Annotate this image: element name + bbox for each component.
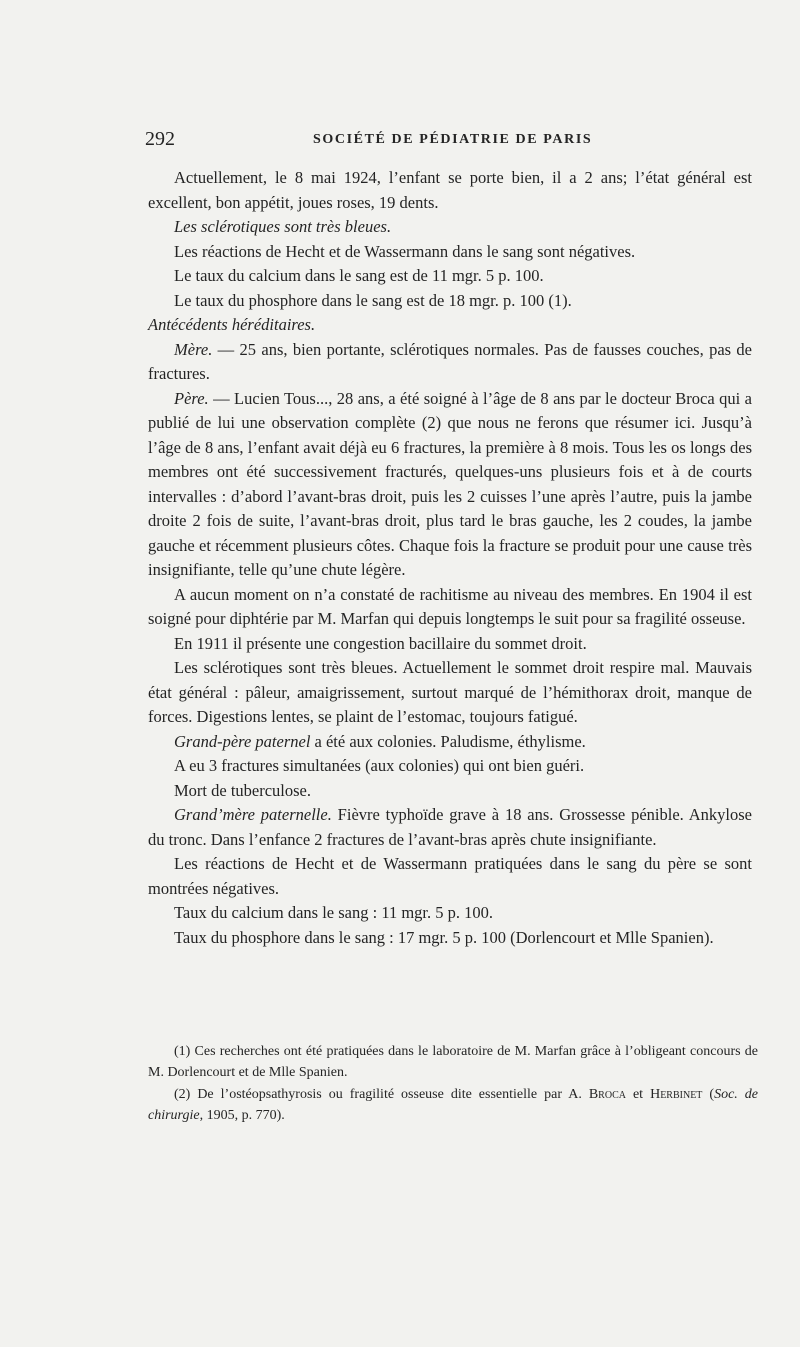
paragraph — [148, 338, 752, 387]
paragraph: A aucun moment on n’a constaté de rachitisme au niveau des membres. En 1904 il est soigné pour diphtérie par M. Marfan qui depuis longtemps le suit pour sa fragilité osseuse. — [148, 584, 752, 628]
footnote-text: ( — [702, 1087, 715, 1102]
author-name: Herbinet — [650, 1087, 703, 1102]
footnote-text: , 1905, p. 770). — [199, 1107, 285, 1123]
paragraph-label: Grand’mère paternelle. — [174, 805, 332, 824]
paragraph: A eu 3 fractures simultanées (aux colonies) qui ont bien guéri. — [174, 756, 585, 775]
paragraph: En 1911 il présente une congestion bacillaire du sommet droit. — [174, 633, 587, 653]
author-name: Broca — [588, 1087, 626, 1102]
paragraph: Taux du phosphore dans le sang : 17 mgr. 5 p. 100 (Dorlencourt et Mlle Spanien). — [174, 927, 714, 947]
page-header — [145, 128, 755, 152]
paragraph: Taux du calcium dans le sang : 11 mgr. 5 p. 100. — [174, 903, 494, 922]
paragraph — [148, 803, 752, 852]
paragraph-text: a été aux colonies. Paludisme, éthylisme. — [310, 731, 586, 751]
paragraph — [148, 730, 752, 755]
paragraph — [148, 387, 752, 583]
paragraph: Les sclérotiques sont très bleues. — [174, 217, 392, 236]
paragraph: Actuellement, le 8 mai 1924, l’enfant se porte bien, il a 2 ans; l’état général est excellent, bon appétit, joues roses, 19 dents. — [148, 168, 752, 212]
footnote-text: (2) De l’ostéopsathyrosis ou fragilité osseuse dite essentielle par A. — [174, 1087, 582, 1102]
page-number: 292 — [145, 128, 175, 150]
paragraph: Les réactions de Hecht et de Wassermann dans le sang sont négatives. — [174, 241, 636, 261]
paragraph-label: Grand-père paternel — [174, 731, 311, 751]
paragraph-text: — Lucien Tous..., 28 ans, a été soigné à l’âge de 8 ans par le docteur Broca qui a publié de lui une observation complète (2) que nous ne ferons que résumer ici. Jusqu’à l’âge de 8 ans, l’enfant avait déjà eu 6 fractures, la première à 8 mois. Tous les os longs des membres ont été successivement fracturés, quelques-uns plusieurs fois et à de courts intervalles : d’abord l’avant-bras droit, puis les 2 cuisses l’une après l’autre, puis la jambe droite 2 fois de suite, l’avant-bras droit, plus tard le bras gauche, les 2 coudes, la jambe gauche et récemment plusieurs côtes. Chaque fois la fracture se produit pour une cause très insignifiante, telle qu’une chute légère. — [148, 388, 752, 579]
paragraph: Le taux du phosphore dans le sang est de 18 mgr. p. 100 (1). — [174, 290, 572, 310]
paragraph-label: Mère. — [174, 339, 213, 359]
footnote-1: (1) Ces recherches ont été pratiquées dans le laboratoire de M. Marfan grâce à l’obligeant concours de M. Dorlencourt et de Mlle Spanien. — [148, 1044, 758, 1080]
paragraph-label: Père. — [174, 388, 209, 408]
paragraph-text: Fièvre typhoïde grave à 18 ans. Grossesse pénible. Ankylose du tronc. Dans l’enfance 2 fractures de l’avant-bras après chute insignifiante. — [148, 805, 752, 849]
paragraph: Mort de tuberculose. — [174, 780, 312, 800]
section-heading: Antécédents héréditaires. — [148, 315, 316, 334]
footnote-2 — [148, 1085, 758, 1126]
footnote-text: et — [625, 1087, 651, 1102]
footnotes — [148, 1042, 758, 1128]
paragraph: Le taux du calcium dans le sang est de 11 mgr. 5 p. 100. — [174, 266, 544, 285]
paragraph: Les réactions de Hecht et de Wassermann pratiquées dans le sang du père se sont montrées négatives. — [148, 854, 752, 898]
running-title: SOCIÉTÉ DE PÉDIATRIE DE PARIS — [313, 132, 593, 147]
paragraph-text: — 25 ans, bien portante, sclérotiques normales. Pas de fausses couches, pas de fractures. — [148, 339, 752, 383]
journal-name: Soc. de chirurgie — [148, 1087, 759, 1123]
main-text — [148, 166, 752, 950]
paragraph: Les sclérotiques sont très bleues. Actuellement le sommet droit respire mal. Mauvais état général : pâleur, amaigrissement, surtout marqué de l’hémithorax droit, manque de forces. Digestions lentes, se plaint de l’estomac, toujours fatigué. — [148, 658, 752, 726]
